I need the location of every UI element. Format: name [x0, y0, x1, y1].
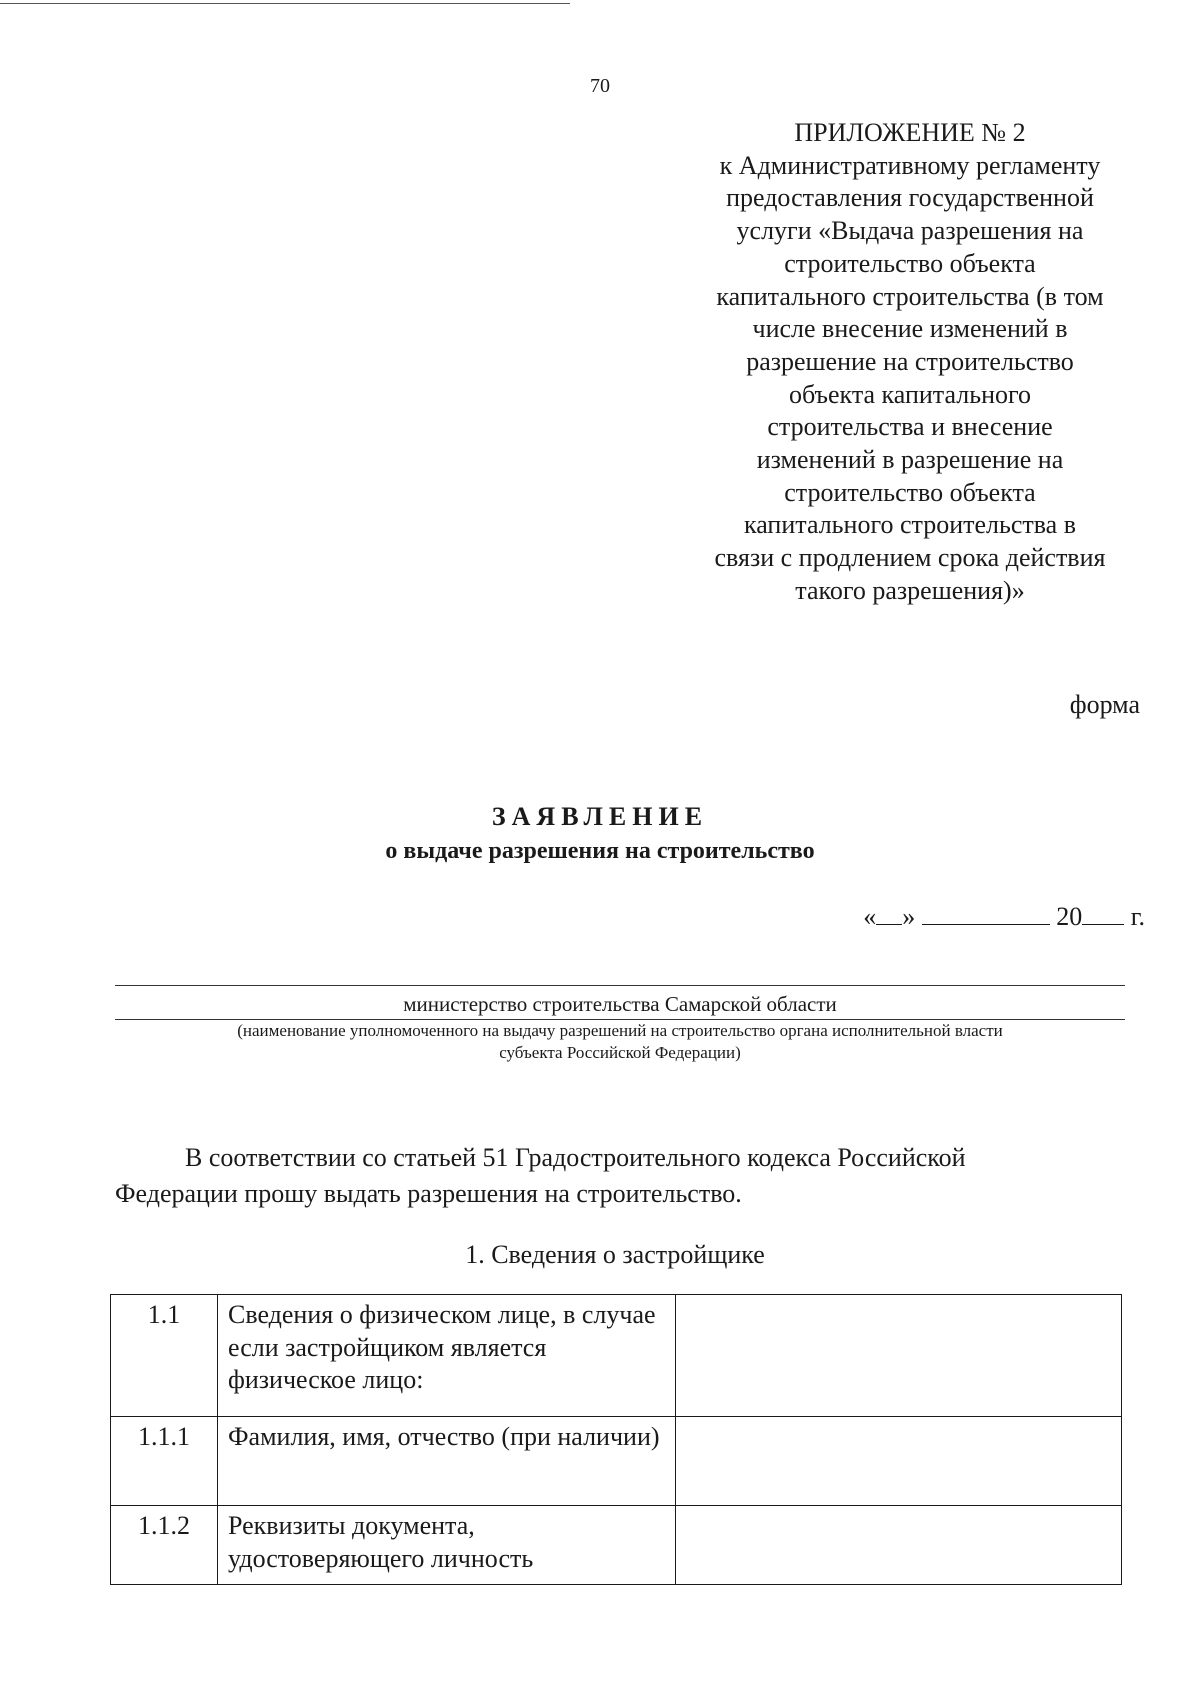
row-number: 1.1.2 — [111, 1506, 218, 1585]
row-description: Сведения о физическом лице, в случае если застройщиком является физическое лицо: — [218, 1295, 676, 1417]
authority-name: министерство строительства Самарской области — [403, 992, 837, 1016]
document-subtitle: о выдаче разрешения на строительство — [385, 838, 815, 864]
row-value-field[interactable] — [676, 1417, 1122, 1506]
date-open-quote: « — [863, 902, 877, 931]
row-number: 1.1.1 — [111, 1417, 218, 1506]
appendix-line: предоставления государственной — [726, 183, 1094, 213]
row-description: Реквизиты документа, удостоверяющего личность — [218, 1506, 676, 1585]
day-blank[interactable] — [876, 902, 902, 925]
row-number: 1.1 — [111, 1295, 218, 1417]
appendix-line: строительство объекта — [784, 477, 1036, 507]
appendix-line: ПРИЛОЖЕНИЕ № 2 — [794, 118, 1026, 147]
year-suffix: г. — [1130, 902, 1145, 931]
appendix-line: строительство объекта — [784, 248, 1036, 278]
appendix-line: такого разрешения)» — [795, 575, 1025, 605]
developer-info-table — [110, 1294, 1122, 1585]
page-number: 70 — [590, 75, 610, 97]
table-row — [111, 1295, 1122, 1417]
top-scan-rule — [0, 3, 570, 4]
appendix-line: к Административному регламенту — [719, 150, 1101, 180]
request-line: Федерации прошу выдать разрешения на строительство. — [115, 1179, 742, 1208]
authority-caption-line: субъекта Российской Федерации) — [499, 1043, 741, 1062]
appendix-line: изменений в разрешение на — [756, 445, 1064, 475]
document-title: ЗАЯВЛЕНИЕ — [491, 802, 709, 831]
table-row — [111, 1417, 1122, 1506]
appendix-line: числе внесение изменений в — [752, 314, 1068, 344]
year-blank[interactable] — [1082, 902, 1124, 925]
appendix-line: разрешение на строительство — [746, 346, 1074, 376]
section-heading: 1. Сведения о застройщике — [465, 1240, 765, 1269]
authority-caption-line: (наименование уполномоченного на выдачу разрешений на строительство органа исполнительной власти — [237, 1021, 1003, 1040]
row-value-field[interactable] — [676, 1506, 1122, 1585]
request-paragraph — [115, 1140, 1130, 1212]
table-row — [111, 1506, 1122, 1585]
appendix-line: объекта капитального — [788, 379, 1032, 409]
appendix-line: капитального строительства (в том — [716, 281, 1104, 311]
appendix-line: капитального строительства в — [744, 510, 1076, 540]
year-prefix: 20 — [1056, 902, 1083, 931]
appendix-line: строительства и внесение — [767, 412, 1053, 442]
appendix-line: услуги «Выдача разрешения на — [736, 216, 1084, 246]
row-description: Фамилия, имя, отчество (при наличии) — [218, 1417, 676, 1506]
month-blank[interactable] — [922, 902, 1050, 925]
appendix-block — [660, 117, 1160, 608]
request-line: В соответствии со статьей 51 Градостроительного кодекса Российской — [185, 1143, 966, 1172]
appendix-line: связи с продлением срока действия — [714, 543, 1106, 573]
authority-caption — [115, 1020, 1125, 1064]
date-close-quote: » — [902, 902, 916, 931]
authority-top-rule — [115, 985, 1125, 986]
date-line — [863, 902, 1145, 932]
form-label: форма — [1069, 690, 1140, 719]
row-value-field[interactable] — [676, 1295, 1122, 1417]
